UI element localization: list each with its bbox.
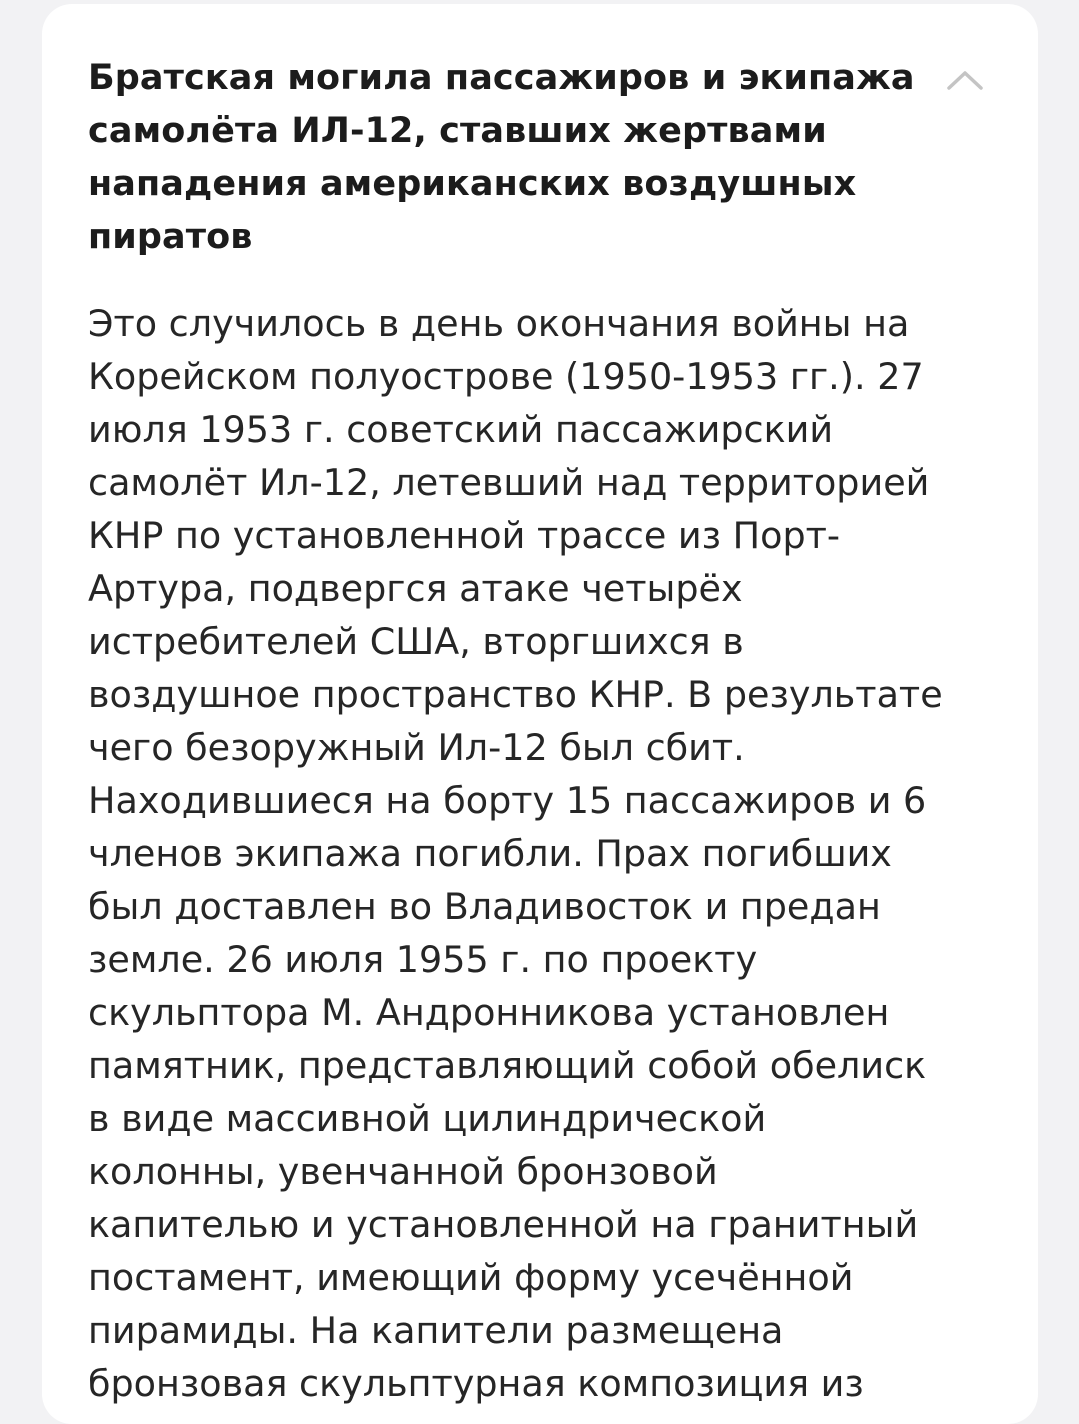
card-body — [88, 297, 1008, 1410]
card-header — [88, 52, 948, 264]
card-title: Братская могила пассажиров и экипажа самолёта ИЛ-12, ставших жертвами нападения американских воздушных пиратов — [88, 58, 915, 257]
chevron-up-icon — [945, 68, 985, 92]
card-description: Это случилось в день окончания войны на Корейском полуострове (1950-1953 гг.). 27 июля 1953 г. советский пассажирский самолёт Ил-12, летевший над территорией КНР по установленной трассе из Порт- Артура, подвергся атаке четырёх истребителей США, вторгшихся в воздушное пространство КНР. В результате чего безоружный Ил-12 был сбит. Находившиеся на борту 15 пассажиров и 6 членов экипажа погибли. Прах погибших был доставлен во Владивосток и предан земле. 26 июля 1955 г. по проекту скульптора М. Андронникова установлен памятник, представляющий собой обелиск в виде массивной цилиндрической колонны, увенчанной бронзовой капителью и установленной на гранитный постамент, имеющий форму усечённой пирамиды. На капители размещена бронзовая скульптурная композиция из — [88, 302, 943, 1405]
collapse-button[interactable] — [936, 56, 994, 104]
info-card — [42, 4, 1038, 1424]
